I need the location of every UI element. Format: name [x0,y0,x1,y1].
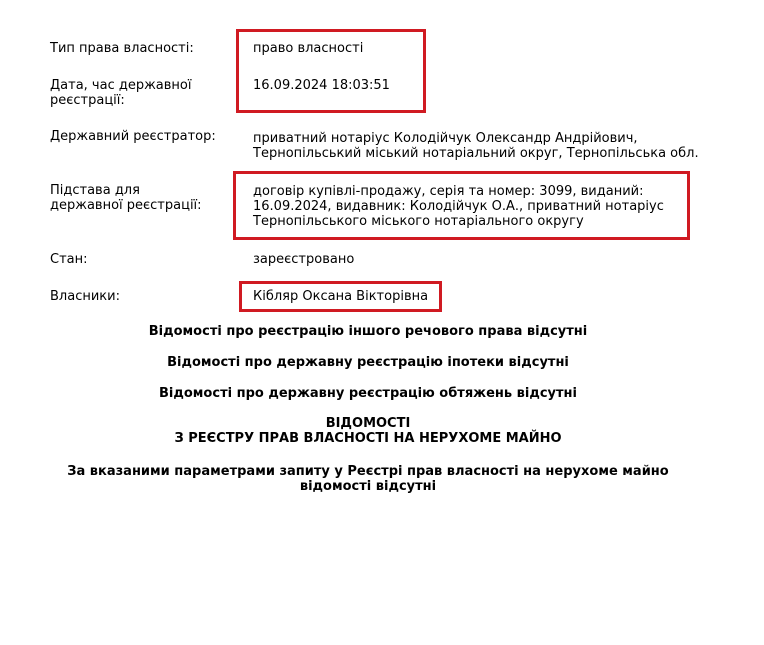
ownership-type-label: Тип права власності: [50,41,194,56]
highlight-box-ownership-date [236,29,426,113]
registrar-label: Державний реєстратор: [50,129,216,144]
registrar-value [253,131,723,161]
basis-label-line1: Підстава для [50,183,140,198]
basis-value-line2: 16.09.2024, видавник: Колодійчук О.А., приватний нотаріус [253,199,664,214]
section-title [0,416,750,446]
basis-label [50,183,240,213]
notice-mortgage: Відомості про державну реєстрацію іпотеки відсутні [167,355,569,370]
basis-value-line1: договір купівлі-продажу, серія та номер: 3099, виданий: [253,184,644,199]
basis-value-line3: Тернопільського міського нотаріального округу [253,214,584,229]
notice-other-rights: Відомості про реєстрацію іншого речового права відсутні [148,324,588,339]
highlight-box-basis [233,171,690,240]
status-value: зареєстровано [253,252,355,267]
ownership-type-value: право власності [253,41,364,56]
section-title-line1: ВІДОМОСТІ [325,416,411,431]
registrar-value-line1: приватний нотаріус Колодійчук Олександр Андрійович, [253,131,638,146]
status-label: Стан: [50,252,88,267]
highlight-box-owners [239,281,442,312]
no-data-notice [0,464,750,494]
owners-value: Кібляр Оксана Вікторівна [253,289,429,304]
registrar-value-line2: Тернопільський міський нотаріальний округ, Тернопільська обл. [253,146,699,161]
no-data-notice-line2: відомості відсутні [299,479,437,494]
section-title-line2: З РЕЄСТРУ ПРАВ ВЛАСНОСТІ НА НЕРУХОМЕ МАЙНО [174,431,562,446]
no-data-notice-line1: За вказаними параметрами запиту у Реєстрі прав власності на нерухоме майно [67,464,669,479]
registration-date-label-line1: Дата, час державної [50,78,192,93]
registration-date-label [50,78,240,108]
registration-date-value: 16.09.2024 18:03:51 [253,78,390,93]
notice-encumbrances: Відомості про державну реєстрацію обтяжень відсутні [159,386,577,401]
registration-date-label-line2: реєстрації: [50,93,125,108]
basis-label-line2: державної реєстрації: [50,198,202,213]
owners-label: Власники: [50,289,120,304]
